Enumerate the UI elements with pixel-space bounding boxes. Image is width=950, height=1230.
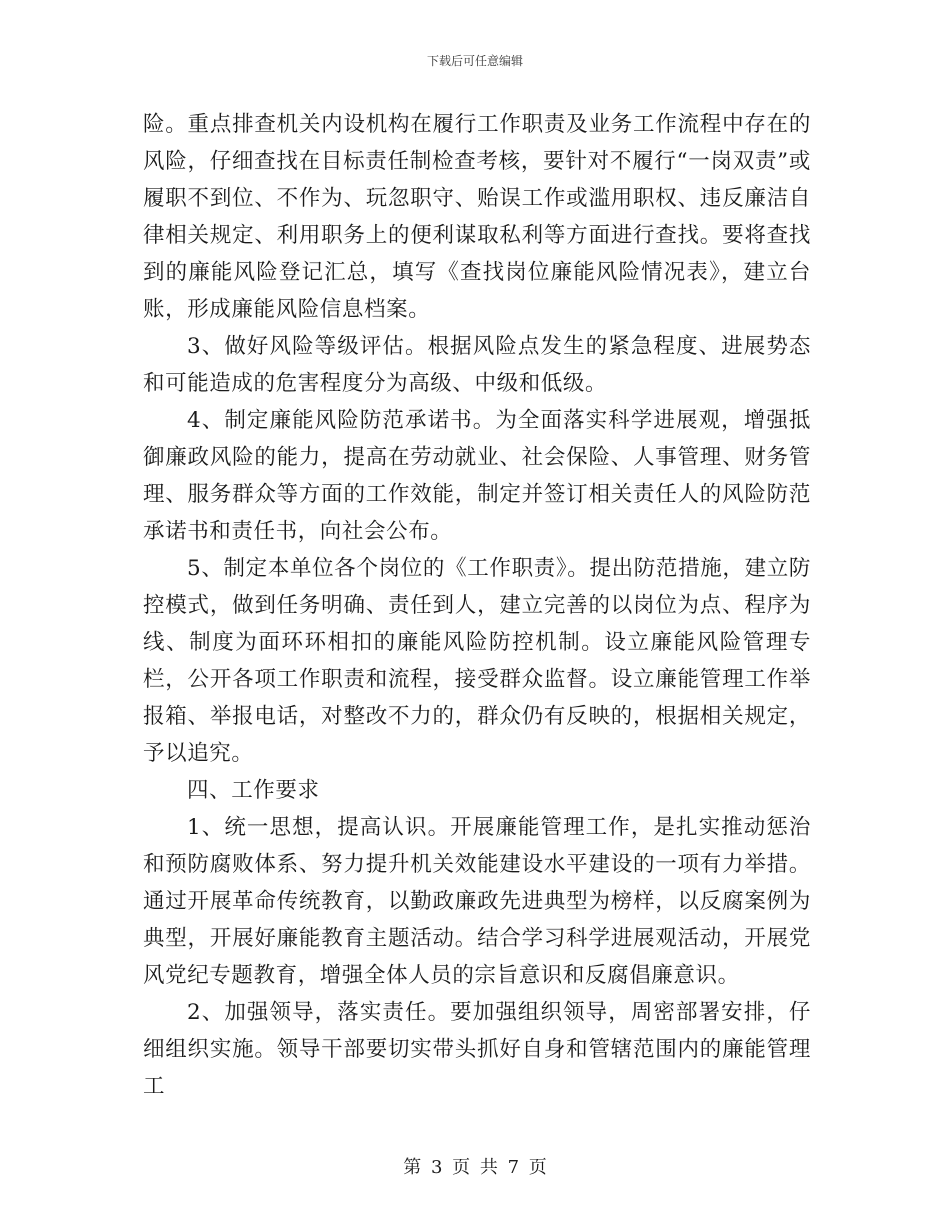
paragraph-continuation: 险。重点排查机关内设机构在履行工作职责及业务工作流程中存在的风险，仔细查找在目标责任制检查考核，要针对不履行“一岗双责”或履职不到位、不作为、玩忽职守、贻误工作或滥用职权、违反廉洁自律相关规定、利用职务上的便利谋取私利等方面进行查找。要将查找到的廉能风险登记汇总，填写《查找岗位廉能风险情况表》，建立台账，形成廉能风险信息档案。 [143, 112, 811, 322]
section-heading-requirements: 四、工作要求 [187, 778, 320, 803]
page-number-footer: 第 3 页 共 7 页 [403, 1157, 547, 1178]
paragraph-risk-assessment: 3、做好风险等级评估。根据风险点发生的紧急程度、进展势态和可能造成的危害程度分为高级、中级和低级。 [143, 334, 811, 396]
paragraph-strengthen-leadership: 2、加强领导，落实责任。要加强组织领导，周密部署安排，仔细组织实施。领导干部要切实带头抓好自身和管辖范围内的廉能管理工 [143, 1000, 811, 1099]
paragraph-job-duties: 5、制定本单位各个岗位的《工作职责》。提出防范措施，建立防控模式，做到任务明确、责任到人，建立完善的以岗位为点、程序为线、制度为面环环相扣的廉能风险防控机制。设立廉能风险管理专栏，公开各项工作职责和流程，接受群众监督。设立廉能管理工作举报箱、举报电话，对整改不力的，群众仍有反映的，根据相关规定，予以追究。 [143, 556, 811, 766]
page-header: 下载后可任意编辑 [426, 54, 523, 68]
paragraph-commitment-letter: 4、制定廉能风险防范承诺书。为全面落实科学进展观，增强抵御廉政风险的能力，提高在劳动就业、社会保险、人事管理、财务管理、服务群众等方面的工作效能，制定并签订相关责任人的风险防范承诺书和责任书，向社会公布。 [143, 408, 811, 544]
document-body [143, 106, 811, 1105]
paragraph-unify-thinking: 1、统一思想，提高认识。开展廉能管理工作，是扎实推动惩治和预防腐败体系、努力提升机关效能建设水平建设的一项有力举措。通过开展革命传统教育，以勤政廉政先进典型为榜样，以反腐案例为典型，开展好廉能教育主题活动。结合学习科学进展观活动，开展党风党纪专题教育，增强全体人员的宗旨意识和反腐倡廉意识。 [143, 815, 811, 988]
